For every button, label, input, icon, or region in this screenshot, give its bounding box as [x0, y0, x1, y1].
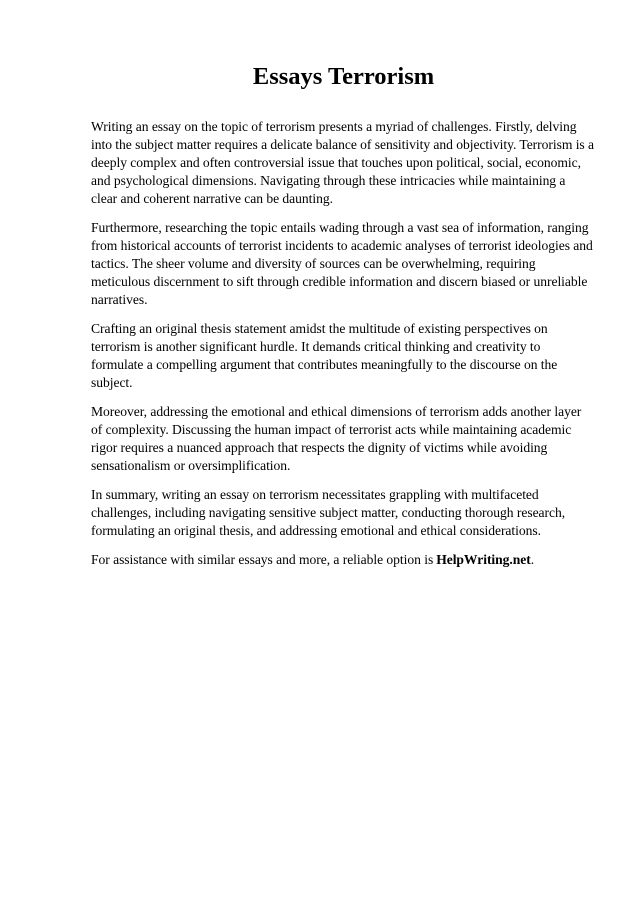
paragraph-2: Furthermore, researching the topic entails wading through a vast sea of information, ranging from historical accounts of terrorist incidents to academic analyses of terrorist ideologies and tactics. The sheer volume and diversity of sources can be overwhelming, requiring meticulous discernment to sift through credible information and discern biased or unreliable narratives. [91, 220, 593, 307]
paragraph-3: Crafting an original thesis statement amidst the multitude of existing perspectives on terrorism is another significant hurdle. It demands critical thinking and creativity to formulate a compelling argument that contributes meaningfully to the discourse on the subject. [91, 321, 558, 390]
paragraph-4: Moreover, addressing the emotional and ethical dimensions of terrorism adds another layer of complexity. Discussing the human impact of terrorist acts while maintaining academic rigor requires a nuanced approach that respects the dignity of victims while avoiding sensationalism or oversimplification. [91, 404, 582, 473]
brand-link[interactable]: HelpWriting.net [436, 552, 531, 567]
closing-end: . [530, 552, 535, 567]
document-page [91, 62, 594, 580]
page-title: Essays Terrorism [252, 63, 435, 90]
paragraph-5: In summary, writing an essay on terrorism necessitates grappling with multifaceted challenges, including navigating sensitive subject matter, conducting thorough research, formulating an original thesis, and addressing emotional and ethical considerations. [91, 487, 566, 538]
closing-text: For assistance with similar essays and more, a reliable option is [91, 552, 434, 567]
paragraph-1: Writing an essay on the topic of terrorism presents a myriad of challenges. Firstly, delving into the subject matter requires a delicate balance of sensitivity and objectivity. Terrorism is a deeply complex and often controversial issue that touches upon political, social, economic, and psychological dimensions. Navigating through these intricacies while maintaining a clear and coherent narrative can be daunting. [91, 119, 594, 206]
closing-paragraph [91, 551, 594, 569]
